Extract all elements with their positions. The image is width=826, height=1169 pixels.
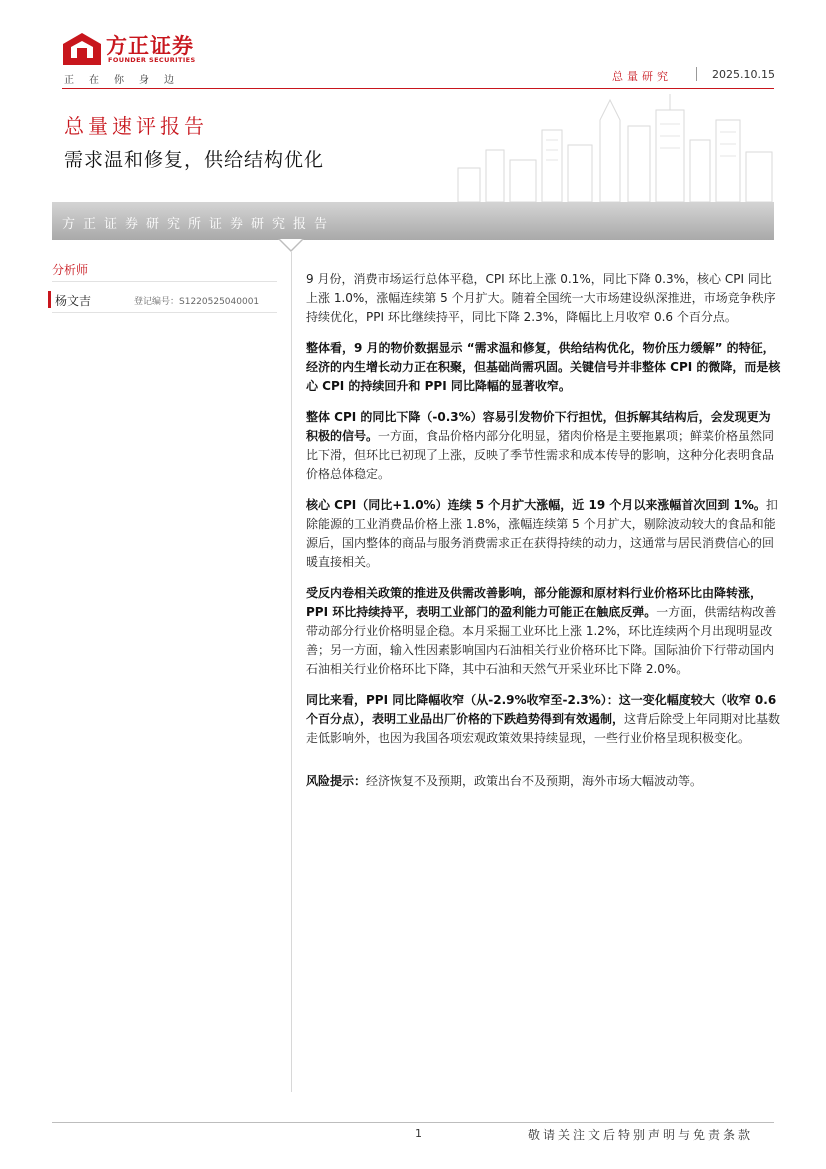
paragraph-cpi (306, 408, 782, 484)
analyst-label-rule (52, 281, 277, 282)
analyst-registration: 登记编号：S1220525040001 (134, 297, 260, 307)
core-cpi-text: 扣除能源的工业消费品价格上涨 1.8%，涨幅连续第 5 个月扩大，剔除波动较大的食品和能源后，国内整体的商品与服务消费需求正在获得持续的动力，这通常与居民消费信心的回暖直接相关。 (306, 498, 778, 569)
report-date: 2025.10.15 (712, 68, 775, 81)
disclaimer-note: 敬请关注文后特别声明与免责条款 (528, 1128, 754, 1142)
overview-bold: 整体看，9 月的物价数据显示 “需求温和修复，供给结构优化，物价压力缓解” 的特征，经济的内生增长动力正在积聚，但基础尚需巩固。关键信号并非整体 CPI 的微降，而是核心 CPI 的持续回升和 PPI 同比降幅的显著收窄。 (306, 341, 781, 393)
column-divider (291, 252, 292, 1092)
ppi-mom-text: 一方面，供需结构改善带动部分行业价格明显企稳。本月采掘工业环比上涨 1.2%，环比连续两个月出现明显改善；另一方面，输入性因素影响国内石油相关行业价格环比下降。国际油价下行带动国内石油相关行业价格环比下降，其中石油和天然气开采业环比下降 2.0%。 (306, 605, 777, 676)
report-category: 总量研究 (612, 70, 672, 83)
core-cpi-bold: 核心 CPI（同比+1.0%）连续 5 个月扩大涨幅，近 19 个月以来涨幅首次回到 1%。 (306, 498, 766, 512)
cpi-text: 一方面，食品价格内部分化明显，猪肉价格是主要拖累项；鲜菜价格虽然同比下滑，但环比已初现了上涨，反映了季节性需求和成本传导的影响，这种分化表明食品价格总体稳定。 (306, 429, 775, 481)
risk-label: 风险提示： (306, 774, 367, 788)
logo-text-cn: 方正证券 (106, 34, 194, 58)
header-separator (696, 67, 697, 81)
paragraph-ppi-yoy (306, 691, 782, 748)
report-type: 总量速评报告 (64, 114, 208, 138)
risk-text: 经济恢复不及预期，政策出台不及预期，海外市场大幅波动等。 (366, 774, 703, 788)
logo-text-en: FOUNDER SECURITIES (108, 56, 196, 64)
analyst-accent-bar (48, 291, 51, 308)
paragraph-risk (306, 772, 782, 791)
ppi-yoy-text: 这背后除受上年同期对比基数走低影响外，也因为我国各项宏观政策效果持续显现，一些行业价格呈现积极变化。 (306, 712, 781, 745)
analyst-label: 分析师 (52, 263, 89, 277)
paragraph-summary: 9 月份，消费市场运行总体平稳，CPI 环比上涨 0.1%，同比下降 0.3%，核心 CPI 同比上涨 1.0%，涨幅连续第 5 个月扩大。随着全国统一大市场建设纵深推进，市场竞争秩序持续优化，PPI 环比继续持平，同比下降 2.3%，降幅比上月收窄 0.6 个百分点。 (306, 272, 776, 324)
page-number: 1 (415, 1127, 422, 1140)
founder-logo-icon (62, 32, 102, 66)
report-body (306, 270, 782, 803)
header-rule (62, 88, 774, 89)
cpi-bold: 整体 CPI 的同比下降（-0.3%）容易引发物价下行担忧，但拆解其结构后，会发现更为积极的信号。 (306, 410, 771, 443)
analyst-row-rule (52, 312, 277, 313)
paragraph-ppi-mom (306, 584, 782, 679)
ppi-yoy-bold: 同比来看，PPI 同比降幅收窄（从-2.9%收窄至-2.3%）：这一变化幅度较大（收窄 0.6 个百分点），表明工业品出厂价格的下跌趋势得到有效遏制， (306, 693, 777, 726)
paragraph-core-cpi (306, 496, 782, 572)
banner-band-text: 方正证券研究所证券研究报告 (62, 217, 336, 232)
city-skyline-illustration (450, 90, 780, 202)
slogan: 正在你身边 (64, 75, 189, 86)
band-notch-inner (280, 239, 302, 250)
ppi-mom-bold: 受反内卷相关政策的推进及供需改善影响，部分能源和原材料行业价格环比由降转涨，PPI 环比持续持平，表明工业部门的盈利能力可能正在触底反弹。 (306, 586, 763, 619)
report-title: 需求温和修复，供给结构优化 (64, 149, 325, 171)
footer-rule (52, 1122, 774, 1123)
analyst-name: 杨文吉 (55, 294, 92, 308)
paragraph-overview (306, 339, 782, 396)
